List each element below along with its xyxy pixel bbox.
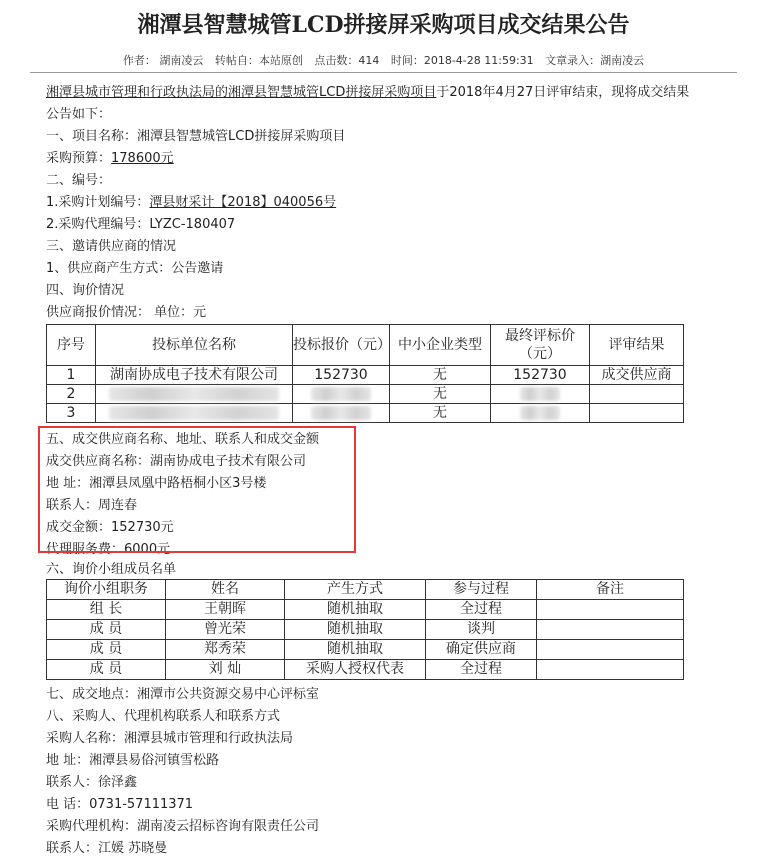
cell [537,600,684,620]
cell: 刘 灿 [166,660,285,680]
title-divider [30,72,737,73]
cell: 王朝晖 [166,600,285,620]
budget-value: 178600元 [111,151,174,166]
cell: 成 员 [47,620,166,640]
section-2: 二、编号： [46,173,112,188]
cell [590,404,684,423]
cell: 无 [390,385,491,404]
cell: 随机抽取 [285,640,426,660]
cell: 无 [390,366,491,385]
col-header: 参与过程 [426,580,537,600]
section-1: 一、项目名称：湘潭县智慧城管LCD拼接屏采购项目 [46,129,346,144]
winner-address: 地 址：湘潭县凤凰中路梧桐小区3号楼 [46,476,267,491]
cell: 组 长 [47,600,166,620]
col-header: 中小企业类型 [390,325,491,366]
project-link[interactable]: 的湘潭县智慧城管LCD拼接屏采购项目 [215,85,437,100]
redacted-name [109,406,279,420]
redacted-price [520,406,560,420]
highlight-box [38,426,356,553]
section-5: 五、成交供应商名称、地址、联系人和成交金额 [46,432,320,447]
redacted-price [311,406,371,420]
plan-label: 1.采购计划编号： [46,195,150,210]
cell: 湖南协成电子技术有限公司 [96,366,293,385]
cell: 确定供应商 [426,640,537,660]
table-row [47,366,684,385]
cell: 随机抽取 [285,600,426,620]
cell [590,385,684,404]
col-header: 投标单位名称 [96,325,293,366]
buyer-phone: 电 话：0731-57111371 [46,797,194,812]
table-row [47,660,684,680]
cell [96,385,293,404]
quote-info: 供应商报价情况： 单位：元 [46,305,207,320]
org-link[interactable]: 湘潭县城市管理和行政执法局 [46,85,216,100]
agent-number: 2.采购代理编号：LYZC-180407 [46,217,236,232]
meta-source: 转帖自：本站原创 [214,54,303,67]
meta-entered-by: 文章录入：湖南凌云 [545,54,645,67]
table-row [47,640,684,660]
table-row [47,600,684,620]
table-row [47,404,684,423]
col-header: 备注 [537,580,684,600]
col-header: 评审结果 [590,325,684,366]
table-row [47,620,684,640]
section-4: 四、询价情况 [46,283,125,298]
cell: 曾光荣 [166,620,285,640]
cell: 无 [390,404,491,423]
cell [96,404,293,423]
intro-text-2: 公告如下： [46,107,112,122]
col-header: 序号 [47,325,96,366]
cell [491,404,590,423]
panel-table [46,579,684,680]
col-header: 询价小组职务 [47,580,166,600]
col-header: 最终评标价（元） [491,325,590,366]
cell: 152730 [491,366,590,385]
cell: 郑秀荣 [166,640,285,660]
cell: 成 员 [47,660,166,680]
cell [537,620,684,640]
col-header: 姓名 [166,580,285,600]
quote-table-header [47,325,684,366]
redacted-price [520,387,560,401]
meta-author: 作者： 湖南凌云 [122,54,204,67]
agency-contact: 联系人：江媛 苏晓曼 [46,841,168,856]
col-header: 产生方式 [285,580,426,600]
winner-contact: 联系人：周连春 [46,498,138,513]
cell [293,404,390,423]
quote-table [46,324,684,423]
section-3: 三、邀请供应商的情况 [46,239,177,254]
cell: 全过程 [426,600,537,620]
section-7: 七、成交地点：湘潭市公共资源交易中心评标室 [46,687,320,702]
winner-name: 成交供应商名称：湖南协成电子技术有限公司 [46,454,307,469]
budget-label: 采购预算： [46,151,112,166]
plan-value: 潭县财采计【2018】040056号 [149,195,337,210]
cell: 152730 [293,366,390,385]
cell: 2 [47,385,96,404]
cell: 3 [47,404,96,423]
cell [491,385,590,404]
cell: 全过程 [426,660,537,680]
cell: 1 [47,366,96,385]
page-title: 湘潭县智慧城管LCD拼接屏采购项目成交结果公告 [137,12,630,38]
cell [293,385,390,404]
cell: 随机抽取 [285,620,426,640]
cell [537,640,684,660]
cell: 成交供应商 [590,366,684,385]
meta-time: 时间：2018-4-28 11:59:31 [390,54,534,67]
supplier-method: 1、供应商产生方式：公告邀请 [46,261,224,276]
cell: 成 员 [47,640,166,660]
intro-text: 于2018年4月27日评审结束，现将成交结果 [436,85,690,100]
table-row [47,385,684,404]
col-header: 投标报价（元） [293,325,390,366]
agent-fee: 代理服务费：6000元 [46,542,171,557]
plan-number-line [46,192,726,214]
article-meta [0,52,767,68]
cell: 采购人授权代表 [285,660,426,680]
meta-hits: 点击数：414 [314,54,380,67]
intro-paragraph [46,82,726,126]
redacted-name [109,387,279,401]
cell [537,660,684,680]
winner-amount: 成交金额：152730元 [46,520,174,535]
buyer-name: 采购人名称：湘潭县城市管理和行政执法局 [46,731,294,746]
buyer-address: 地 址：湘潭县易俗河镇雪松路 [46,753,220,768]
buyer-contact: 联系人：徐泽鑫 [46,775,138,790]
panel-table-header [47,580,684,600]
redacted-price [311,387,371,401]
budget-line [46,148,726,170]
section-8: 八、采购人、代理机构联系人和联系方式 [46,709,281,724]
agency-name: 采购代理机构：湖南凌云招标咨询有限责任公司 [46,819,320,834]
section-6: 六、询价小组成员名单 [46,562,177,577]
cell: 谈判 [426,620,537,640]
